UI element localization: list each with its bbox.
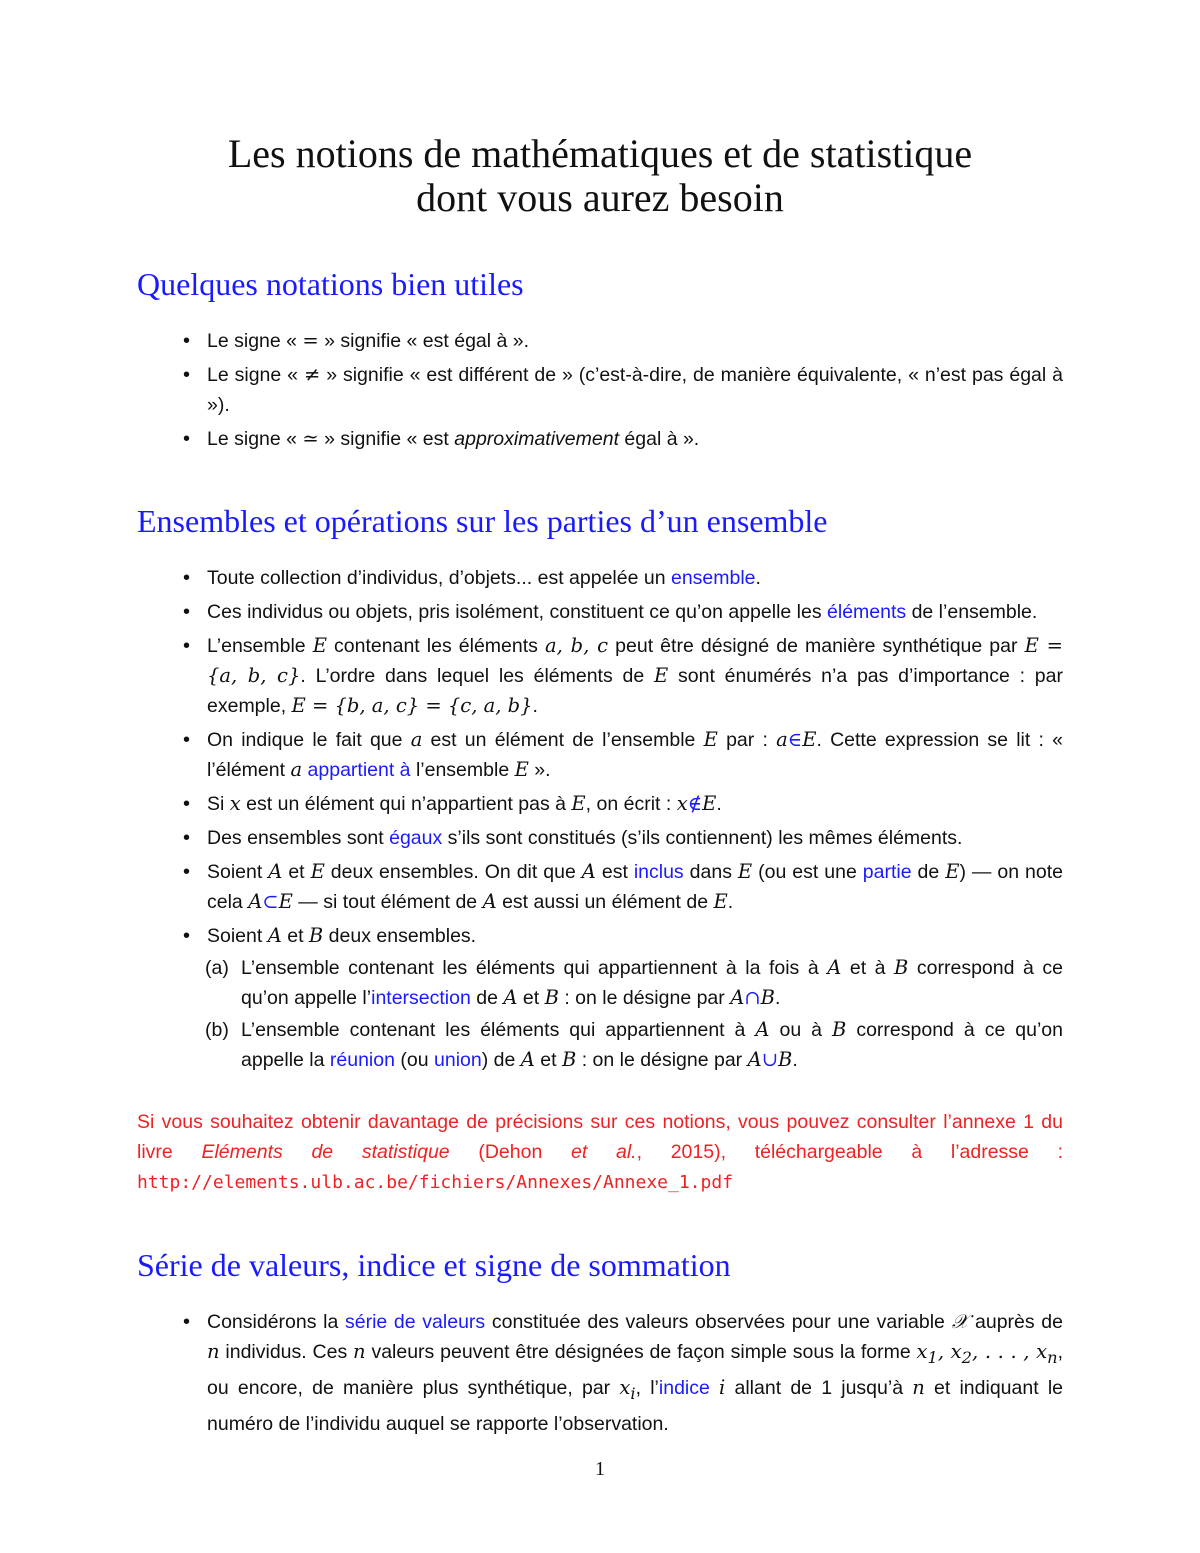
list-item: • Soient A et E deux ensembles. On dit que A est inclus dans E (ou est une partie de E) — on note cela A⊂E — si tout élément de A est aussi un élément de E. <box>207 857 1063 917</box>
list-item: • L’ensemble E contenant les éléments a, b, c peut être désigné de manière synthétique par E = {a, b, c}. L’ordre dans lequel les éléments de E sont énumérés n’a pas d’importance : par exemple, E = {b, a, c} = {c, a, b}. <box>207 631 1063 721</box>
list-item: • Toute collection d’individus, d’objets... est appelée un ensemble. <box>207 563 1063 593</box>
term-union: union <box>434 1049 482 1071</box>
term-partie: partie <box>862 861 912 883</box>
annex-link[interactable]: http://elements.ulb.ac.be/fichiers/Annexes/Annexe_1.pdf <box>137 1172 734 1193</box>
title-line-2: dont vous aurez besoin <box>416 175 784 220</box>
sub-list <box>207 953 1063 1075</box>
list-item: • Le signe « ≠ » signifie « est différent de » (c’est-à-dire, de manière équivalente, « n’est pas égal à »). <box>207 360 1063 420</box>
page-number: 1 <box>595 1458 605 1480</box>
term-intersection: intersection <box>371 987 471 1009</box>
list-item: • Le signe « = » signifie « est égal à ». <box>207 326 1063 356</box>
list-item: • On indique le fait que a est un élément de l’ensemble E par : a∈E. Cette expression se lit : « l’élément a appartient à l’ensemble E ». <box>207 725 1063 785</box>
list-item: • Soient A et B deux ensembles. (a) L’ensemble contenant les éléments qui appartiennent à la fois à A et à B correspond à ce qu’on appelle l’intersection de A et B : on le désigne par A∩B. (b) L’ensemble contenant les éléments qui appartiennent à A ou à B correspond à ce qu’on appelle la réunion (ou union) de A et B : on le désigne par A∪B. <box>207 921 1063 1075</box>
list-item: • Considérons la série de valeurs constituée des valeurs observées pour une variable 𝒳 auprès de n individus. Ces n valeurs peuvent être désignées de façon simple sous la forme $x_1$, $x_2$, . . . , $x_n$, ou encore, de manière plus synthétique, par $x_i$, l’indice i allant de 1 jusqu’à n et indiquant le numéro de l’individu auquel se rapporte l’observation. <box>207 1307 1063 1439</box>
book-title: Eléments de statistique <box>201 1141 450 1163</box>
term-egaux: égaux <box>389 827 443 849</box>
section-heading-serie: Série de valeurs, indice et signe de sommation <box>137 1247 731 1283</box>
list-item: • Des ensembles sont égaux s’ils sont constitués (s’ils contiennent) les mêmes éléments. <box>207 823 1063 853</box>
term-reunion: réunion <box>329 1049 395 1071</box>
term-ensemble: ensemble <box>670 567 756 589</box>
ensembles-list <box>207 563 1063 1079</box>
term-appartient: appartient à <box>307 759 411 781</box>
sub-item-b: (b) L’ensemble contenant les éléments qui appartiennent à A ou à B correspond à ce qu’on appelle la réunion (ou union) de A et B : on le désigne par A∪B. <box>241 1015 1063 1075</box>
list-item: • Si x est un élément qui n’appartient pas à E, on écrit : x∉E. <box>207 789 1063 819</box>
sub-label: (b) <box>205 1019 229 1041</box>
section-heading-notations: Quelques notations bien utiles <box>137 266 524 302</box>
term-indice: indice <box>658 1376 710 1399</box>
serie-list <box>207 1307 1063 1443</box>
list-item: • Le signe « ≃ » signifie « est approximativement égal à ». <box>207 424 1063 454</box>
term-serie-de-valeurs: série de valeurs <box>345 1311 486 1333</box>
sub-item-a: (a) L’ensemble contenant les éléments qui appartiennent à la fois à A et à B correspond à ce qu’on appelle l’intersection de A et B : on le désigne par A∩B. <box>241 953 1063 1013</box>
title-line-1: Les notions de mathématiques et de statistique <box>227 131 973 176</box>
document-title <box>0 132 1200 220</box>
term-elements: éléments <box>827 601 907 623</box>
notations-list <box>207 326 1063 458</box>
section-heading-ensembles: Ensembles et opérations sur les parties d’un ensemble <box>137 503 828 539</box>
term-inclus: inclus <box>633 861 684 883</box>
sub-label: (a) <box>205 957 229 979</box>
reference-note: Si vous souhaitez obtenir davantage de précisions sur ces notions, vous pouvez consulter l’annexe 1 du livre Eléments de statistique (Dehon et al., 2015), téléchargeable à l’adresse : http://elements.ulb.ac.be/fichiers/Annexes/Annexe_1.pdf <box>137 1111 1064 1193</box>
list-item: • Ces individus ou objets, pris isolément, constituent ce qu’on appelle les éléments de l’ensemble. <box>207 597 1063 627</box>
